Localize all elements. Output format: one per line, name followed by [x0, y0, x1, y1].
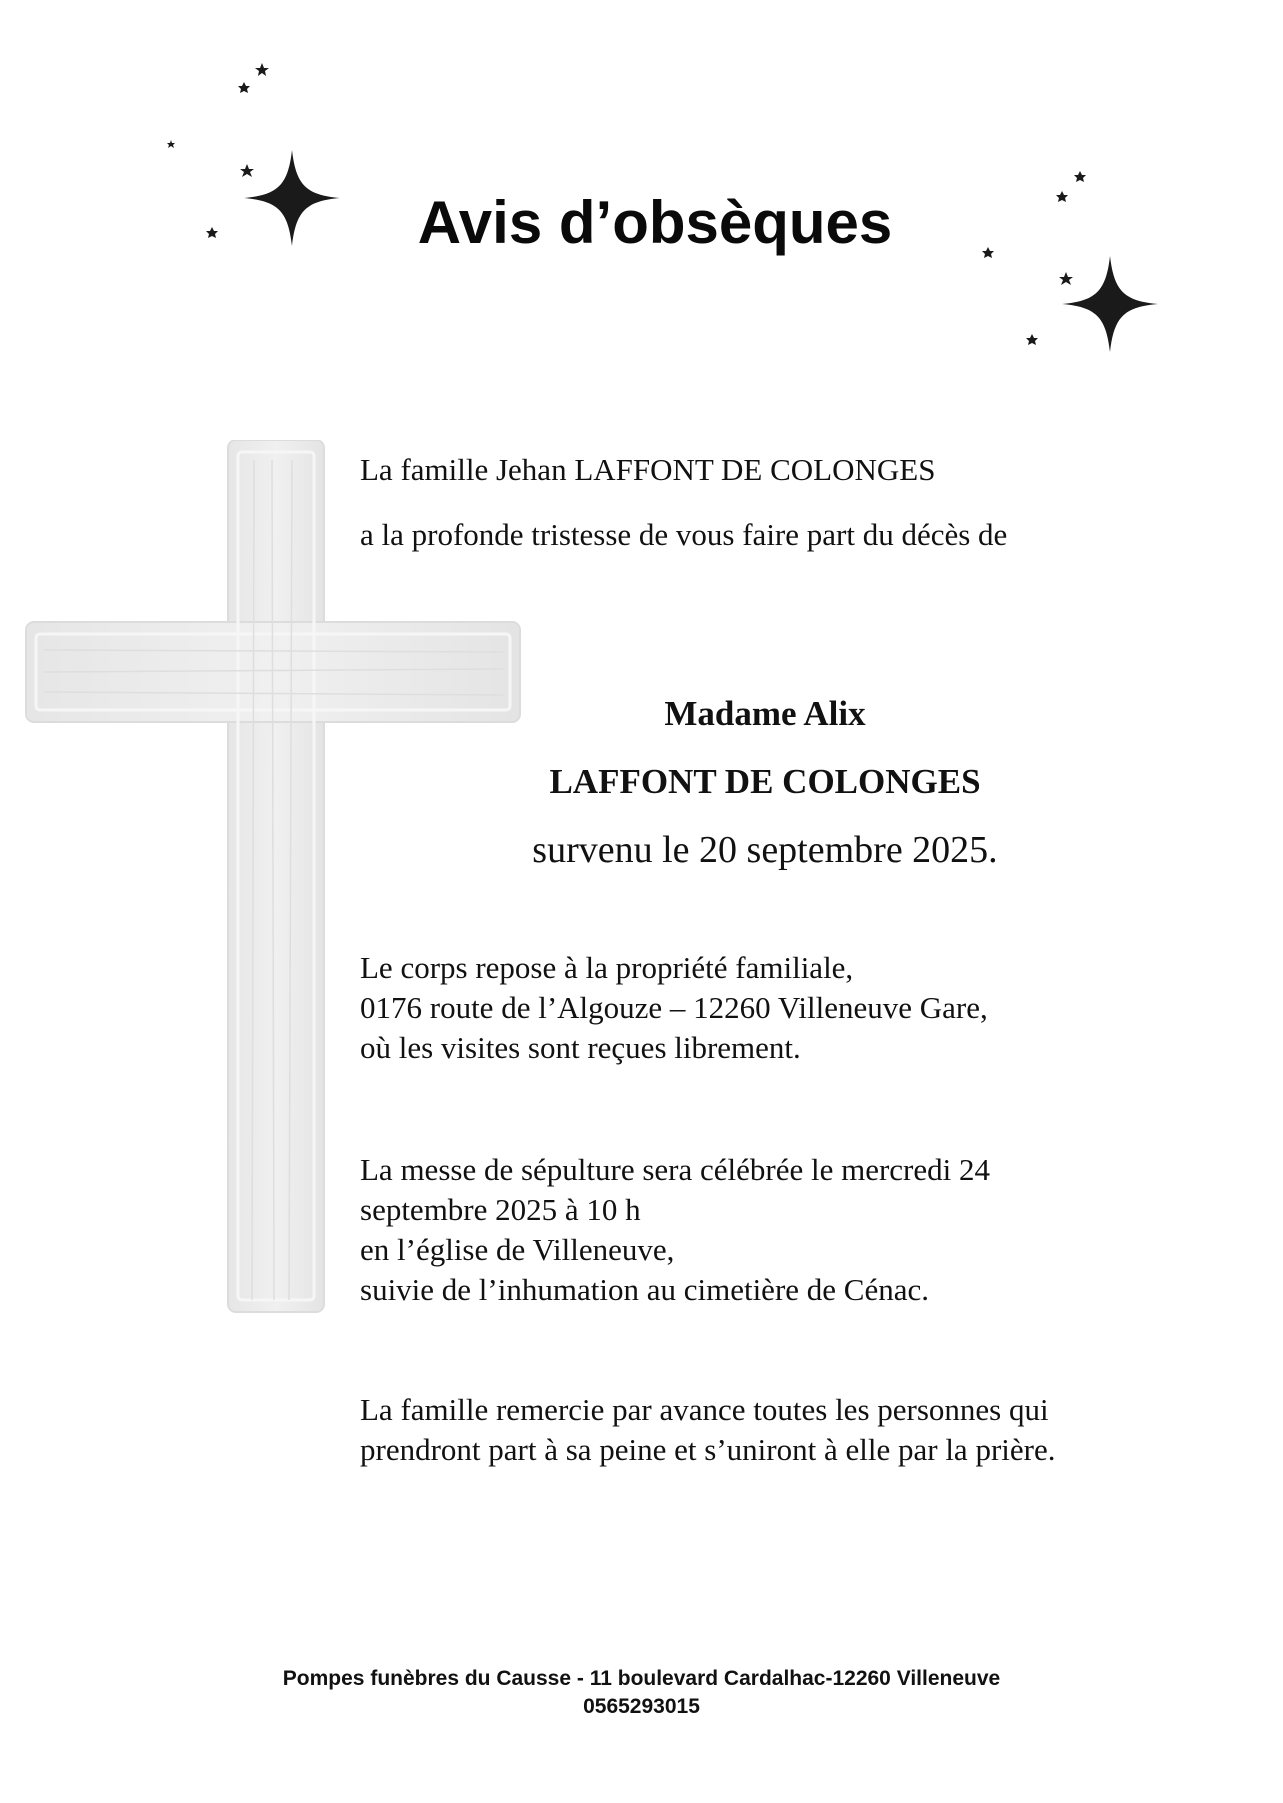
ceremony-paragraph: [360, 1150, 990, 1310]
deceased-surname: LAFFONT DE COLONGES: [549, 762, 981, 801]
ceremony-line: septembre 2025 à 10 h: [360, 1192, 641, 1227]
intro-text: [360, 437, 1007, 567]
intro-family-line: La famille Jehan LAFFONT DE COLONGES: [360, 452, 936, 487]
ceremony-line: La messe de sépulture sera célébrée le mercredi 24: [360, 1152, 991, 1187]
deceased-date: survenu le 20 septembre 2025.: [532, 829, 998, 871]
deceased-first-name: Madame Alix: [664, 694, 866, 733]
repose-line: Le corps repose à la propriété familiale,: [360, 950, 854, 985]
sparkle-star-icon: [244, 150, 340, 246]
repose-paragraph: [360, 948, 988, 1068]
sparkle-star-icon: [1062, 256, 1158, 352]
repose-line: où les visites sont reçues librement.: [360, 1030, 801, 1065]
thanks-paragraph: [360, 1390, 1055, 1470]
intro-announcement-line: a la profonde tristesse de vous faire part du décès de: [360, 517, 1008, 552]
footer-company: Pompes funèbres du Causse - 11 boulevard Cardalhac-12260 Villeneuve: [282, 1667, 1001, 1690]
footer-phone: 0565293015: [583, 1695, 700, 1718]
ceremony-line: en l’église de Villeneuve,: [360, 1232, 675, 1267]
thanks-line: prendront part à sa peine et s’uniront à elle par la prière.: [360, 1432, 1056, 1467]
thanks-line: La famille remercie par avance toutes les personnes qui: [360, 1392, 1049, 1427]
repose-line: 0176 route de l’Algouze – 12260 Villeneuve Gare,: [360, 990, 988, 1025]
footer: [0, 1665, 1283, 1721]
ceremony-line: suivie de l’inhumation au cimetière de Cénac.: [360, 1272, 929, 1307]
deceased-block: [515, 680, 1015, 884]
page-title: Avis d’obsèques: [417, 189, 893, 256]
